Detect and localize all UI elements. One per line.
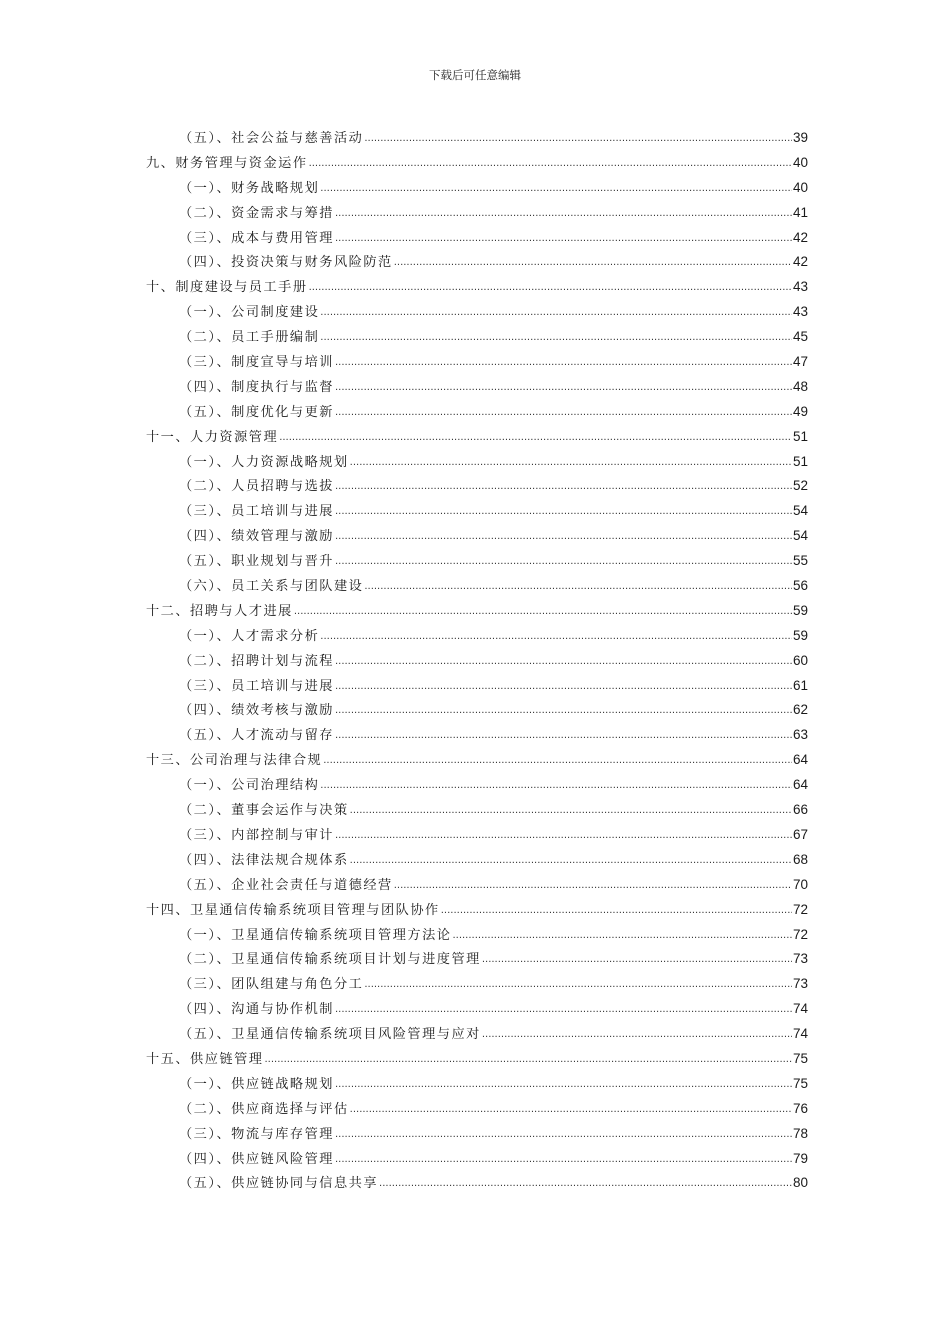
toc-dot-leader bbox=[320, 301, 792, 326]
toc-page-number: 59 bbox=[792, 627, 808, 643]
toc-page-number: 79 bbox=[792, 1150, 808, 1166]
toc-entry-title: （五）、供应链协同与信息共享 bbox=[179, 1176, 379, 1192]
toc-entry-title: （一）、财务战略规划 bbox=[179, 180, 320, 196]
toc-page-number: 75 bbox=[792, 1050, 808, 1066]
toc-dot-leader bbox=[452, 924, 792, 949]
toc-page-number: 42 bbox=[792, 229, 808, 245]
toc-entry-title: （四）、制度执行与监督 bbox=[179, 379, 334, 395]
toc-dot-leader bbox=[335, 675, 792, 700]
toc-section-entry[interactable] bbox=[0, 1097, 808, 1122]
toc-section-entry[interactable] bbox=[0, 450, 808, 475]
toc-dot-leader bbox=[279, 426, 792, 451]
toc-section-entry[interactable] bbox=[0, 823, 808, 848]
toc-page-number: 70 bbox=[792, 876, 808, 892]
toc-page-number: 42 bbox=[792, 254, 808, 270]
toc-section-entry[interactable] bbox=[0, 923, 808, 948]
toc-dot-leader bbox=[335, 351, 792, 376]
toc-entry-title: （二）、招聘计划与流程 bbox=[179, 653, 334, 669]
toc-page-number: 60 bbox=[792, 652, 808, 668]
toc-entry-title: 十四、卫星通信传输系统项目管理与团队协作 bbox=[146, 902, 440, 918]
toc-dot-leader bbox=[320, 625, 792, 650]
toc-section-entry[interactable] bbox=[0, 873, 808, 898]
toc-page-number: 54 bbox=[792, 503, 808, 519]
toc-page-number: 62 bbox=[792, 702, 808, 718]
toc-section-entry[interactable] bbox=[0, 400, 808, 425]
toc-entry-title: 十一、人力资源管理 bbox=[146, 429, 279, 445]
toc-dot-leader bbox=[335, 1148, 792, 1173]
toc-dot-leader bbox=[394, 251, 792, 276]
toc-page-number: 72 bbox=[792, 926, 808, 942]
toc-dot-leader bbox=[379, 1172, 792, 1197]
toc-page-number: 59 bbox=[792, 602, 808, 618]
toc-entry-title: 十五、供应链管理 bbox=[146, 1051, 264, 1067]
toc-page-number: 64 bbox=[792, 777, 808, 793]
toc-chapter-entry[interactable] bbox=[0, 275, 808, 300]
toc-page-number: 76 bbox=[792, 1100, 808, 1116]
toc-page-number: 41 bbox=[792, 204, 808, 220]
toc-entry-title: （四）、投资决策与财务风险防范 bbox=[179, 255, 393, 271]
toc-dot-leader bbox=[364, 575, 792, 600]
toc-dot-leader bbox=[350, 1098, 792, 1123]
toc-entry-title: （五）、企业社会责任与道德经营 bbox=[179, 877, 393, 893]
toc-section-entry[interactable] bbox=[0, 524, 808, 549]
toc-entry-title: （四）、绩效管理与激励 bbox=[179, 529, 334, 545]
toc-dot-leader bbox=[350, 451, 792, 476]
toc-page-number: 51 bbox=[792, 428, 808, 444]
toc-chapter-entry[interactable] bbox=[0, 599, 808, 624]
toc-entry-title: （一）、人才需求分析 bbox=[179, 628, 320, 644]
toc-entry-title: （五）、职业规划与晋升 bbox=[179, 554, 334, 570]
toc-dot-leader bbox=[335, 1073, 792, 1098]
toc-section-entry[interactable] bbox=[0, 773, 808, 798]
toc-entry-title: （五）、制度优化与更新 bbox=[179, 404, 334, 420]
toc-dot-leader bbox=[335, 401, 792, 426]
toc-entry-title: 十三、公司治理与法律合规 bbox=[146, 753, 323, 769]
toc-dot-leader bbox=[335, 650, 792, 675]
toc-section-entry[interactable] bbox=[0, 350, 808, 375]
toc-entry-title: （二）、供应商选择与评估 bbox=[179, 1101, 349, 1117]
toc-page-number: 51 bbox=[792, 453, 808, 469]
toc-section-entry[interactable] bbox=[0, 201, 808, 226]
toc-page-number: 48 bbox=[792, 378, 808, 394]
toc-section-entry[interactable] bbox=[0, 698, 808, 723]
toc-dot-leader bbox=[482, 948, 792, 973]
toc-entry-title: （一）、卫星通信传输系统项目管理方法论 bbox=[179, 927, 452, 943]
toc-dot-leader bbox=[335, 525, 792, 550]
toc-dot-leader bbox=[441, 899, 792, 924]
toc-dot-leader bbox=[350, 799, 792, 824]
toc-section-entry[interactable] bbox=[0, 947, 808, 972]
toc-entry-title: （五）、人才流动与留存 bbox=[179, 728, 334, 744]
toc-section-entry[interactable] bbox=[0, 1171, 808, 1196]
toc-page-number: 66 bbox=[792, 802, 808, 818]
toc-dot-leader bbox=[335, 724, 792, 749]
toc-dot-leader bbox=[335, 998, 792, 1023]
toc-dot-leader bbox=[320, 774, 792, 799]
toc-page-number: 75 bbox=[792, 1075, 808, 1091]
toc-dot-leader bbox=[335, 699, 792, 724]
toc-entry-title: （三）、成本与费用管理 bbox=[179, 230, 334, 246]
toc-page-number: 78 bbox=[792, 1125, 808, 1141]
toc-dot-leader bbox=[394, 874, 792, 899]
toc-entry-title: （四）、绩效考核与激励 bbox=[179, 703, 334, 719]
toc-entry-title: （一）、供应链战略规划 bbox=[179, 1076, 334, 1092]
toc-entry-title: （三）、员工培训与进展 bbox=[179, 678, 334, 694]
toc-page-number: 63 bbox=[792, 727, 808, 743]
toc-page-number: 56 bbox=[792, 578, 808, 594]
toc-section-entry[interactable] bbox=[0, 474, 808, 499]
toc-dot-leader bbox=[335, 227, 792, 252]
toc-entry-title: （三）、员工培训与进展 bbox=[179, 504, 334, 520]
toc-section-entry[interactable] bbox=[0, 325, 808, 350]
toc-section-entry[interactable] bbox=[0, 1122, 808, 1147]
toc-page-number: 64 bbox=[792, 752, 808, 768]
toc-dot-leader bbox=[335, 1123, 792, 1148]
toc-entry-title: （二）、人员招聘与选拔 bbox=[179, 479, 334, 495]
toc-dot-leader bbox=[323, 749, 792, 774]
toc-entry-title: （三）、团队组建与角色分工 bbox=[179, 977, 364, 993]
toc-entry-title: （二）、董事会运作与决策 bbox=[179, 803, 349, 819]
toc-dot-leader bbox=[309, 152, 792, 177]
toc-dot-leader bbox=[335, 376, 792, 401]
toc-page-number: 67 bbox=[792, 826, 808, 842]
toc-page-number: 80 bbox=[792, 1175, 808, 1191]
toc-section-entry[interactable] bbox=[0, 499, 808, 524]
toc-chapter-entry[interactable] bbox=[0, 748, 808, 773]
toc-entry-title: （二）、员工手册编制 bbox=[179, 330, 320, 346]
toc-dot-leader bbox=[335, 824, 792, 849]
toc-page-number: 73 bbox=[792, 951, 808, 967]
toc-section-entry[interactable] bbox=[0, 1022, 808, 1047]
toc-section-entry[interactable] bbox=[0, 997, 808, 1022]
toc-page-number: 72 bbox=[792, 901, 808, 917]
toc-section-entry[interactable] bbox=[0, 176, 808, 201]
toc-page-number: 43 bbox=[792, 304, 808, 320]
toc-dot-leader bbox=[335, 550, 792, 575]
toc-dot-leader bbox=[335, 202, 792, 227]
toc-section-entry[interactable] bbox=[0, 798, 808, 823]
toc-section-entry[interactable] bbox=[0, 300, 808, 325]
toc-dot-leader bbox=[294, 600, 792, 625]
toc-dot-leader bbox=[309, 276, 792, 301]
toc-dot-leader bbox=[335, 500, 792, 525]
toc-page-number: 73 bbox=[792, 976, 808, 992]
toc-entry-title: （二）、资金需求与筹措 bbox=[179, 205, 334, 221]
toc-section-entry[interactable] bbox=[0, 126, 808, 151]
toc-entry-title: 十、制度建设与员工手册 bbox=[146, 280, 308, 296]
toc-dot-leader bbox=[320, 177, 792, 202]
toc-page-number: 43 bbox=[792, 279, 808, 295]
toc-entry-title: （四）、法律法规合规体系 bbox=[179, 852, 349, 868]
toc-section-entry[interactable] bbox=[0, 1072, 808, 1097]
toc-entry-title: 十二、招聘与人才进展 bbox=[146, 603, 293, 619]
toc-section-entry[interactable] bbox=[0, 624, 808, 649]
toc-section-entry[interactable] bbox=[0, 972, 808, 997]
toc-entry-title: （五）、社会公益与慈善活动 bbox=[179, 131, 364, 146]
toc-section-entry[interactable] bbox=[0, 1147, 808, 1172]
toc-section-entry[interactable] bbox=[0, 549, 808, 574]
toc-page-number: 39 bbox=[792, 130, 808, 145]
table-of-contents bbox=[0, 126, 950, 1196]
toc-entry-title: （四）、供应链风险管理 bbox=[179, 1151, 334, 1167]
toc-section-entry[interactable] bbox=[0, 674, 808, 699]
toc-entry-title: （三）、制度宣导与培训 bbox=[179, 355, 334, 371]
toc-dot-leader bbox=[350, 849, 792, 874]
toc-entry-title: （三）、内部控制与审计 bbox=[179, 827, 334, 843]
toc-page-number: 47 bbox=[792, 354, 808, 370]
toc-page-number: 55 bbox=[792, 553, 808, 569]
toc-page-number: 45 bbox=[792, 329, 808, 345]
toc-page-number: 61 bbox=[792, 677, 808, 693]
toc-entry-title: （一）、公司治理结构 bbox=[179, 778, 320, 794]
toc-section-entry[interactable] bbox=[0, 723, 808, 748]
toc-page-number: 52 bbox=[792, 478, 808, 494]
toc-entry-title: （二）、卫星通信传输系统项目计划与进度管理 bbox=[179, 952, 481, 968]
toc-section-entry[interactable] bbox=[0, 649, 808, 674]
toc-section-entry[interactable] bbox=[0, 250, 808, 275]
toc-page-number: 49 bbox=[792, 403, 808, 419]
toc-dot-leader bbox=[320, 326, 792, 351]
toc-chapter-entry[interactable] bbox=[0, 425, 808, 450]
toc-section-entry[interactable] bbox=[0, 574, 808, 599]
toc-dot-leader bbox=[335, 475, 792, 500]
toc-page-number: 74 bbox=[792, 1026, 808, 1042]
toc-entry-title: （四）、沟通与协作机制 bbox=[179, 1002, 334, 1018]
page-header: 下载后可任意编辑 bbox=[429, 68, 521, 82]
toc-section-entry[interactable] bbox=[0, 226, 808, 251]
toc-page-number: 68 bbox=[792, 851, 808, 867]
toc-dot-leader bbox=[364, 127, 792, 152]
toc-page-number: 74 bbox=[792, 1001, 808, 1017]
toc-entry-title: （三）、物流与库存管理 bbox=[179, 1126, 334, 1142]
toc-dot-leader bbox=[265, 1048, 792, 1073]
toc-section-entry[interactable] bbox=[0, 375, 808, 400]
toc-page-number: 54 bbox=[792, 528, 808, 544]
toc-page-number: 40 bbox=[792, 154, 808, 170]
toc-section-entry[interactable] bbox=[0, 848, 808, 873]
toc-entry-title: （五）、卫星通信传输系统项目风险管理与应对 bbox=[179, 1027, 481, 1043]
toc-chapter-entry[interactable] bbox=[0, 898, 808, 923]
toc-chapter-entry[interactable] bbox=[0, 1047, 808, 1072]
toc-entry-title: （一）、人力资源战略规划 bbox=[179, 454, 349, 470]
toc-chapter-entry[interactable] bbox=[0, 151, 808, 176]
toc-entry-title: 九、财务管理与资金运作 bbox=[146, 155, 308, 171]
toc-dot-leader bbox=[364, 973, 792, 998]
toc-entry-title: （六）、员工关系与团队建设 bbox=[179, 579, 364, 595]
toc-entry-title: （一）、公司制度建设 bbox=[179, 305, 320, 321]
toc-page-number: 40 bbox=[792, 179, 808, 195]
toc-dot-leader bbox=[482, 1023, 792, 1048]
